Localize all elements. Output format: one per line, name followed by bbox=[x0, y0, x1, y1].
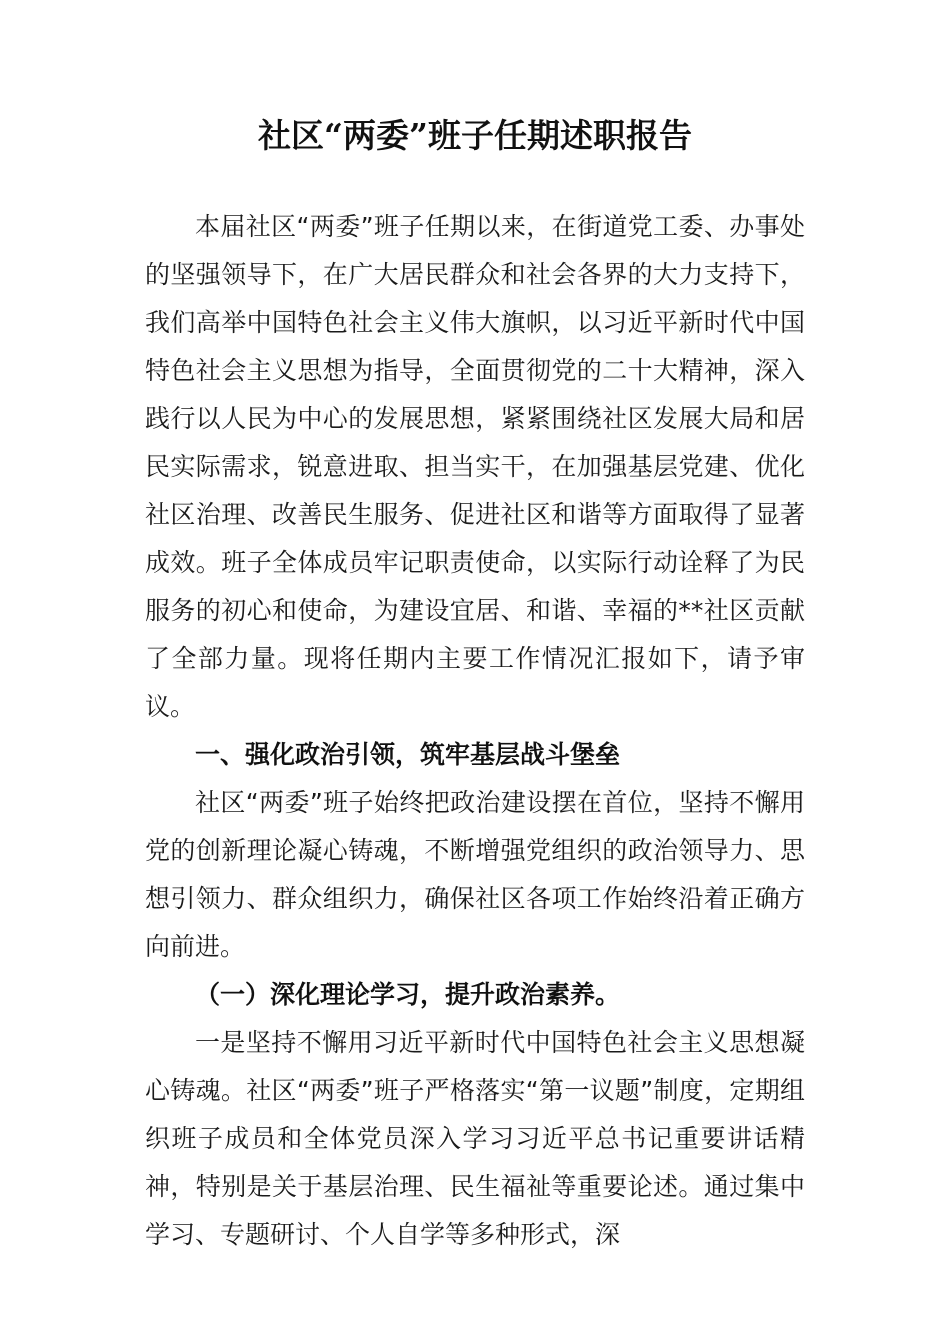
section-1-paragraph: 社区“两委”班子始终把政治建设摆在首位，坚持不懈用党的创新理论凝心铸魂，不断增强党组织的政治领导力、思想引领力、群众组织力，确保社区各项工作始终沿着正确方向前进。 bbox=[145, 788, 805, 961]
document-title: 社区“两委”班子任期述职报告 bbox=[258, 116, 692, 155]
subsection-heading-1: （一）深化理论学习，提升政治素养。 bbox=[195, 980, 621, 1009]
intro-paragraph: 本届社区“两委”班子任期以来，在街道党工委、办事处的坚强领导下，在广大居民群众和社会各界的大力支持下，我们高举中国特色社会主义伟大旗帜，以习近平新时代中国特色社会主义思想为指导，全面贯彻党的二十大精神，深入践行以人民为中心的发展思想，紧紧围绕社区发展大局和居民实际需求，锐意进取、担当实干，在加强基层党建、优化社区治理、改善民生服务、促进社区和谐等方面取得了显著成效。班子全体成员牢记职责使命，以实际行动诠释了为民服务的初心和使命，为建设宜居、和谐、幸福的**社区贡献了全部力量。现将任期内主要工作情况汇报如下，请予审议。 bbox=[145, 212, 805, 721]
subsection-1-paragraph: 一是坚持不懈用习近平新时代中国特色社会主义思想凝心铸魂。社区“两委”班子严格落实“第一议题”制度，定期组织班子成员和全体党员深入学习习近平总书记重要讲话精神，特别是关于基层治理、民生福祉等重要论述。通过集中学习、专题研讨、个人自学等多种形式，深 bbox=[145, 1028, 805, 1249]
section-heading-1: 一、强化政治引领，筑牢基层战斗堡垒 bbox=[195, 740, 621, 769]
document-body bbox=[145, 203, 805, 1259]
